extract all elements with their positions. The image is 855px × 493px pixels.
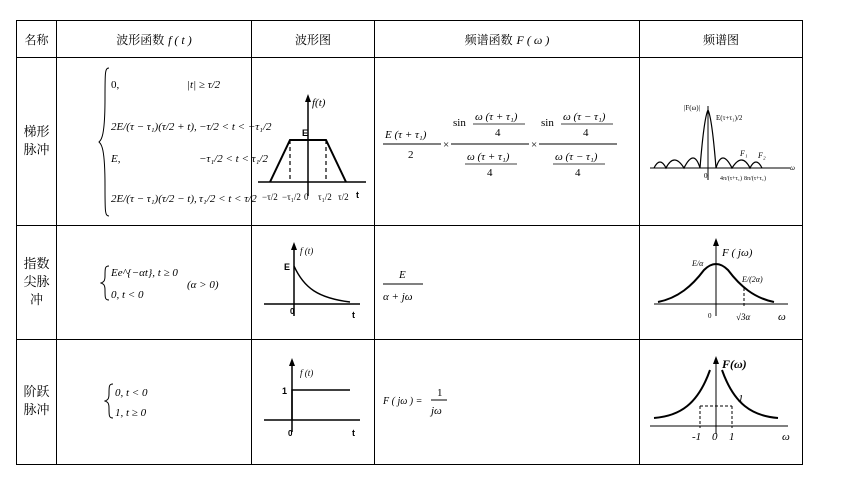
piecewise-cond: −τ/2 < t < −τ₁/2 (199, 121, 272, 133)
piecewise-exponential (57, 226, 252, 339)
spectrum-step (640, 340, 803, 465)
piecewise-expr: 0, t < 0 (115, 387, 148, 399)
sin2-num: ω (τ − τ₁) (563, 111, 606, 123)
half-label: E/(2α) (742, 275, 763, 284)
spectrum-plot-exponential (640, 226, 803, 339)
denominator: jω (431, 405, 442, 417)
sin1-den: ω (τ + τ₁) (467, 151, 510, 163)
origin-label: 0 (290, 307, 295, 316)
tick-label: τ/2 (338, 192, 349, 202)
header-waveform: 波形图 (252, 21, 375, 58)
lead-denominator: 2 (408, 149, 414, 161)
t-label: t (352, 310, 355, 320)
y-label: F(ω) (722, 357, 747, 371)
spectrum-plot-trapezoid (640, 58, 803, 225)
sin1-num: ω (τ + τ₁) (475, 111, 518, 123)
exponential-plot (252, 226, 375, 339)
y-label: f (t) (300, 246, 314, 256)
tick-label: -1 (692, 431, 702, 443)
amplitude-label: 1 (282, 386, 288, 396)
trapezoid-plot (252, 58, 375, 225)
table-row (17, 58, 803, 226)
row-name-step (17, 340, 57, 465)
row-name-exponential (17, 226, 57, 340)
spectrum-fn-trapezoid (375, 58, 640, 226)
header-waveform-fn-label: 波形函数 (116, 32, 165, 47)
sin-label: sin (541, 117, 554, 129)
w-label: ω (778, 311, 786, 323)
waveform-exponential (252, 226, 375, 340)
waveform-trapezoid (252, 58, 375, 226)
step-plot (252, 340, 375, 464)
x2-label: 8π/(τ+τ₁) (744, 176, 766, 182)
amplitude-label: E (284, 262, 291, 272)
piecewise-expr: 0, (111, 79, 120, 91)
sin2-den: ω (τ − τ₁) (555, 151, 598, 163)
origin-label: 0 (288, 429, 293, 438)
header-row (17, 21, 803, 58)
numerator: 1 (437, 387, 443, 399)
sin1-den-den: 4 (487, 167, 493, 179)
header-waveform-fn (57, 21, 252, 58)
row-name-line: 脉冲 (23, 403, 50, 418)
peak-label: E(τ+τ₁)/2 (716, 114, 743, 122)
t-label: t (352, 428, 355, 438)
waveform-fn-exponential (57, 226, 252, 340)
header-name: 名称 (17, 21, 57, 58)
spectrum-plot-step (640, 340, 803, 464)
row-name-trapezoid (17, 58, 57, 226)
sin2-den-den: 4 (575, 167, 581, 179)
row-name-line: 脉冲 (23, 142, 50, 158)
header-spectrum-fn-label: 频谱函数 (464, 32, 513, 47)
x1-label: 4π/(τ+τ₁) (720, 176, 742, 182)
tick-label: −τ/2 (262, 192, 278, 202)
piecewise-expr: 2E/(τ − τ₁)(τ/2 + t), (111, 121, 197, 133)
piecewise-cond: −τ₁/2 < t < τ₁/2 (199, 153, 268, 165)
row-name-line: 尖脉 (23, 274, 50, 290)
y-label: |F(ω)| (684, 104, 700, 112)
piecewise-expr: 0, t < 0 (111, 289, 144, 301)
waveform-fn-trapezoid (57, 58, 272, 226)
spectrum-fn-step (375, 340, 640, 465)
tick-label: τ₁/2 (318, 192, 332, 202)
row-name-line: 冲 (29, 292, 43, 308)
spectrum-exponential (640, 226, 803, 340)
times-sign: × (443, 139, 450, 151)
sin-label: sin (453, 117, 466, 129)
piecewise-expr: 1, t ≥ 0 (115, 407, 147, 419)
f1-label: F₁ (740, 149, 748, 158)
signal-table (16, 20, 803, 465)
piecewise-cond: (α > 0) (187, 279, 219, 291)
peak-label: E/α (692, 259, 704, 268)
piecewise-step (57, 340, 252, 464)
row-name-line: 梯形 (23, 124, 50, 140)
table-row (17, 226, 803, 340)
waveform-step (252, 340, 375, 465)
lhs: F ( jω ) = (383, 396, 423, 407)
table-row (17, 340, 803, 465)
one-label: 1 (738, 393, 744, 405)
spectrum-formula-trapezoid (375, 58, 640, 225)
waveform-fn-step (57, 340, 252, 465)
times-sign: × (531, 139, 538, 151)
y-label: f(t) (312, 97, 326, 109)
sin1-num-den: 4 (495, 127, 501, 139)
spectrum-right (722, 370, 778, 418)
spectrum-fn-exponential (375, 226, 640, 340)
spectrum-trapezoid (640, 58, 803, 226)
w-label: ω (782, 431, 790, 443)
lead-numerator: E (τ + τ₁) (385, 129, 427, 141)
w-label: ω (790, 164, 795, 172)
piecewise-trapezoid (57, 58, 272, 225)
spectrum-formula-step (375, 340, 640, 464)
tick-label: 0 (304, 192, 309, 202)
y-label: F ( jω) (722, 247, 753, 259)
numerator: E (399, 269, 406, 281)
denominator: α + jω (383, 291, 413, 303)
piecewise-cond: τ₁/2 < t < τ/2 (199, 193, 257, 205)
origin-label: 0 (704, 172, 708, 180)
piecewise-expr: 2E/(τ − τ₁)(τ/2 − t), (111, 193, 197, 205)
spectrum-left (654, 370, 710, 418)
row-name-line: 阶跃 (23, 385, 50, 400)
spectrum-formula-exponential (375, 226, 640, 339)
header-spectrum-fn (375, 21, 640, 58)
step-curve (292, 390, 350, 420)
header-spectrum: 频谱图 (640, 21, 803, 58)
sin2-num-den: 4 (583, 127, 589, 139)
row-name-line: 指数 (23, 256, 50, 272)
f2-label: F₂ (758, 151, 766, 160)
tick-label: 1 (729, 431, 735, 443)
y-label: f (t) (300, 368, 314, 378)
x-label: √3α (736, 312, 751, 322)
tick-label: 0 (712, 431, 718, 443)
header-spectrum-fn-symbol: F ( ω ) (516, 32, 550, 47)
tick-label: −τ₁/2 (282, 192, 301, 202)
piecewise-expr: Ee^{−αt}, t ≥ 0 (111, 267, 178, 279)
origin-label: 0 (708, 312, 712, 320)
piecewise-expr: E, (111, 153, 121, 165)
piecewise-cond: |t| ≥ τ/2 (187, 79, 221, 91)
t-label: t (356, 190, 359, 200)
amplitude-label: E (302, 128, 309, 138)
exp-curve (294, 266, 350, 302)
header-waveform-fn-symbol: f ( t ) (168, 32, 192, 47)
